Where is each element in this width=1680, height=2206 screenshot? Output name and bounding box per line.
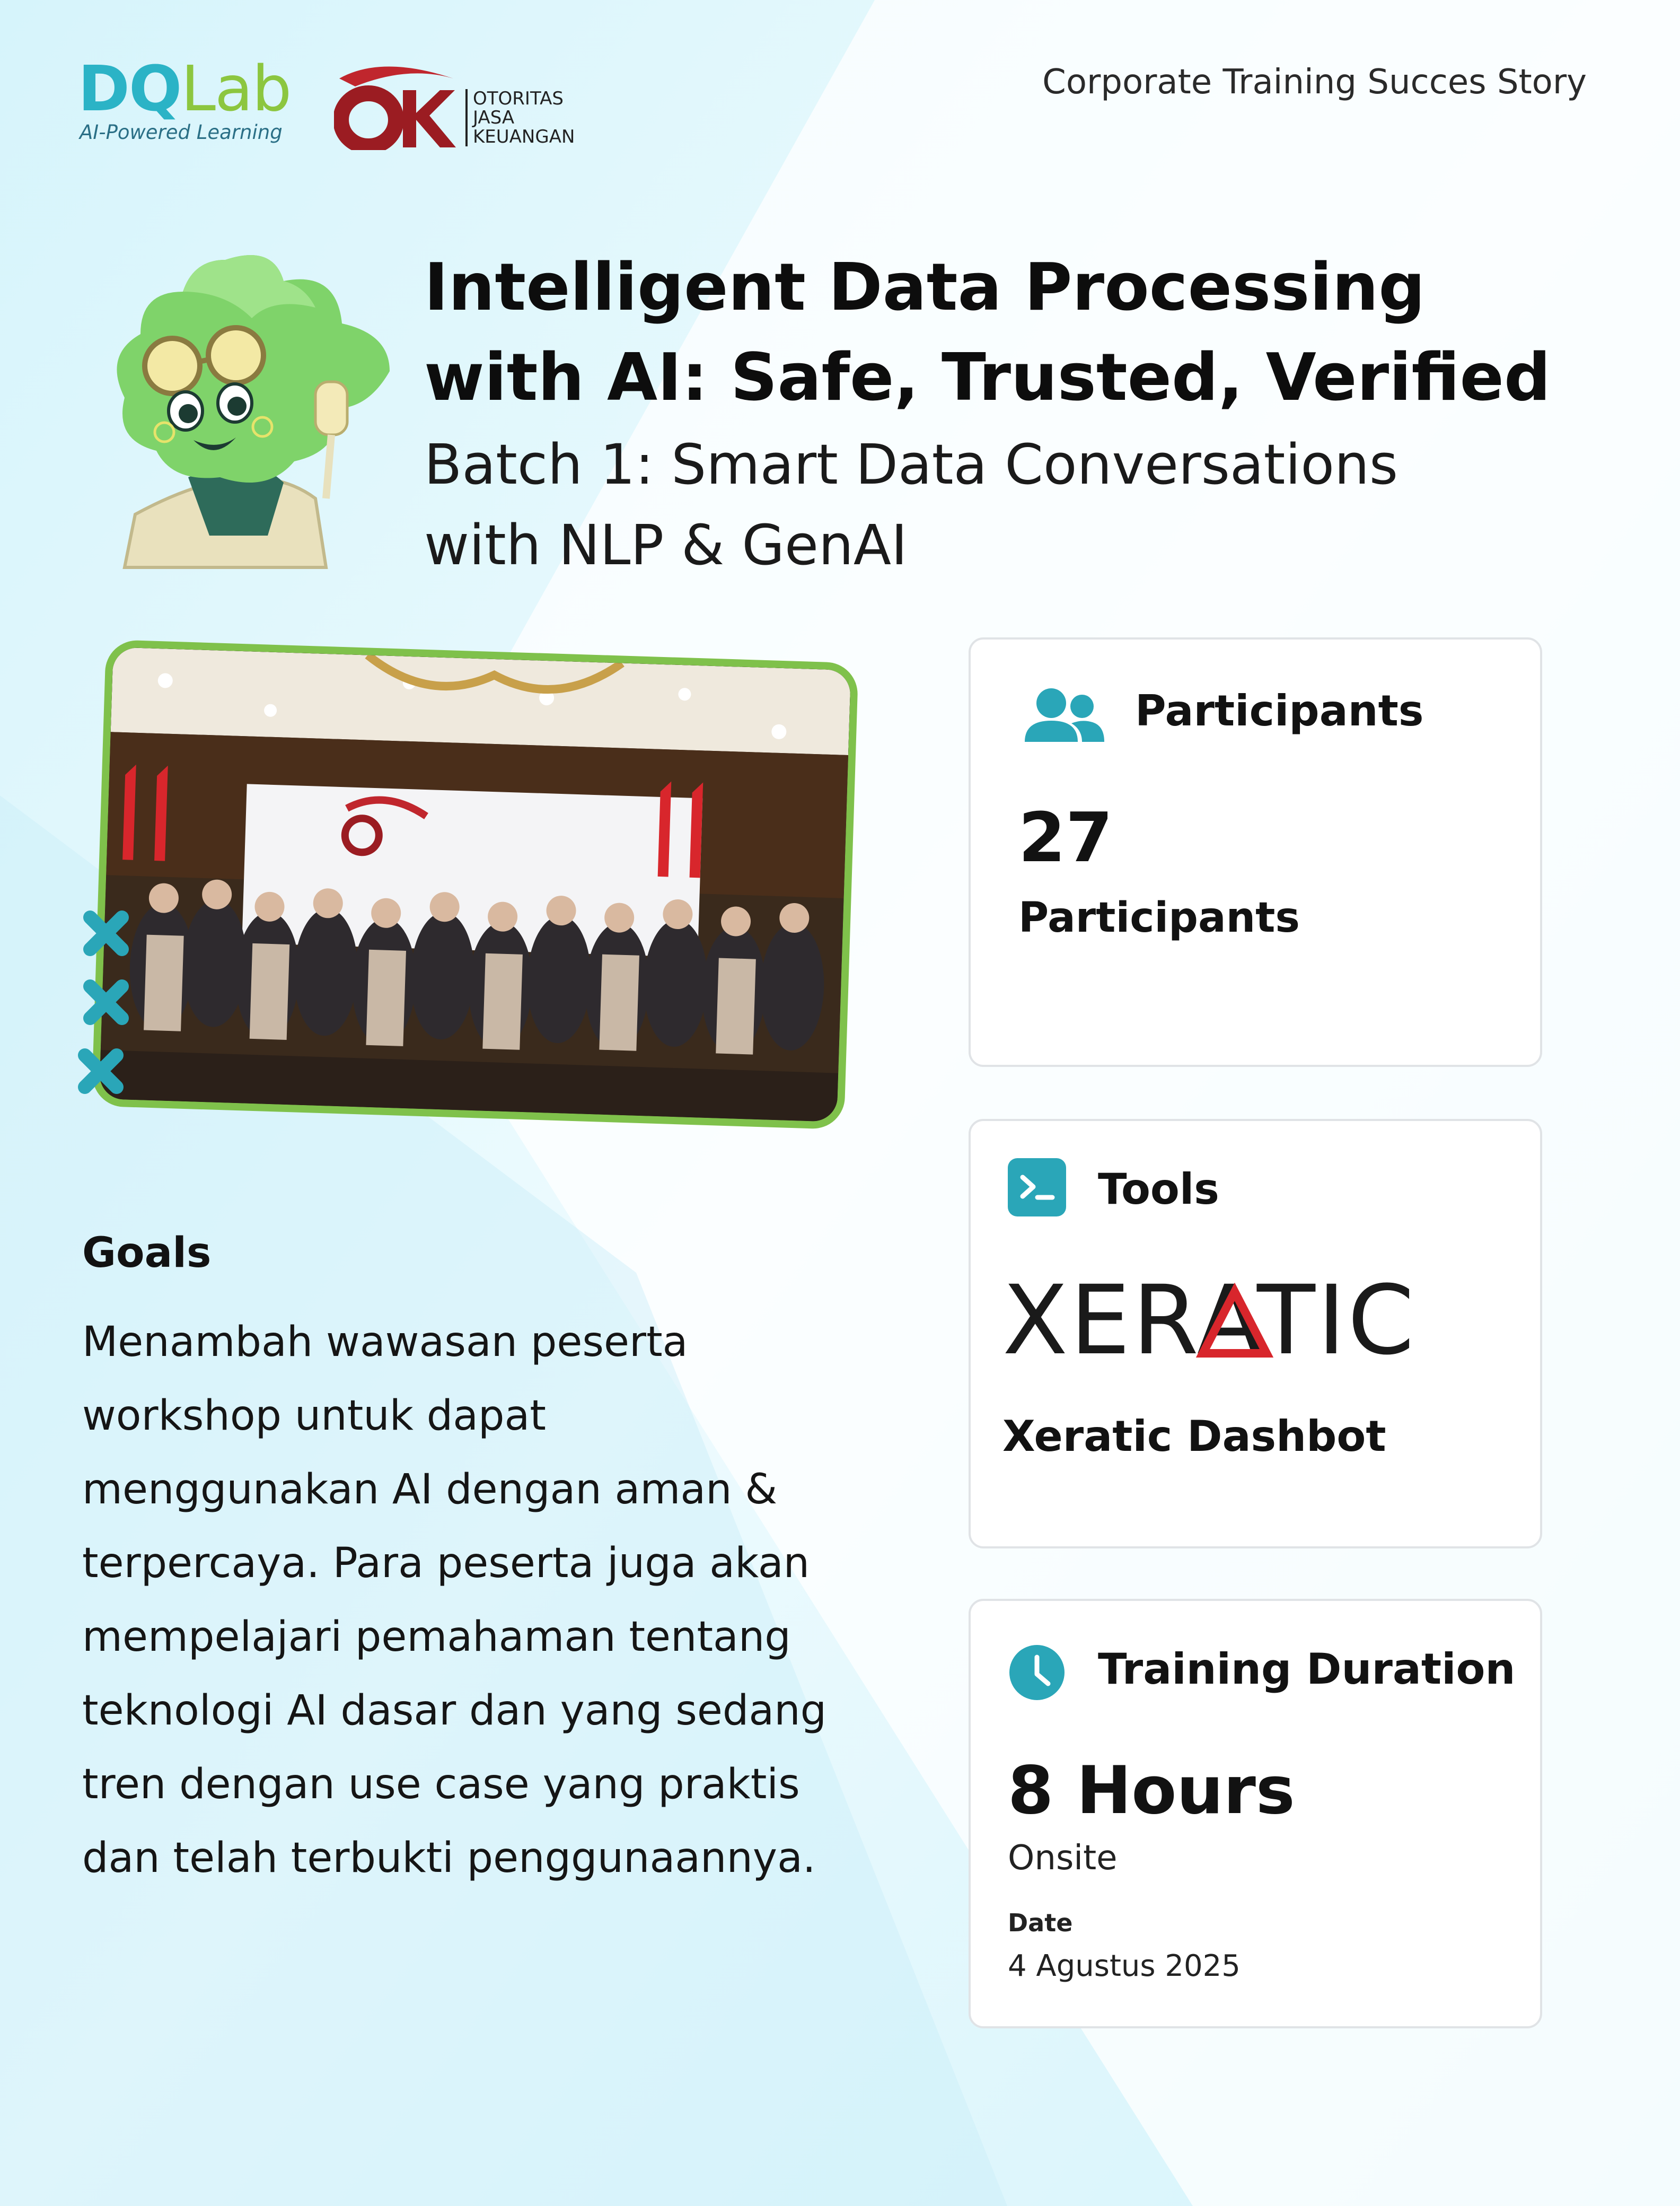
goals-heading: Goals: [82, 1229, 212, 1277]
ojk-wordmark: OTORITAS JASA KEUANGAN: [465, 89, 575, 146]
training-duration-title: Training Duration: [1098, 1644, 1516, 1694]
date-value: 4 Agustus 2025: [1008, 1949, 1241, 1983]
training-mode: Onsite: [1008, 1839, 1118, 1878]
tools-card: [969, 1119, 1542, 1548]
training-hours: 8 Hours: [1008, 1753, 1295, 1829]
svg-text:XERATIC: XERATIC: [1002, 1280, 1417, 1365]
clock-icon: [1008, 1643, 1066, 1702]
decorative-x-marks-icon: [74, 907, 133, 1103]
tool-name: Xeratic Dashbot: [1002, 1412, 1386, 1461]
participants-card: [969, 637, 1542, 1067]
training-duration-card: [969, 1599, 1542, 2028]
page-title: Intelligent Data Processing with AI: Safe, Trusted, Verified: [424, 250, 1551, 416]
xeratic-logo: [1002, 1280, 1427, 1365]
dqlab-tagline: AI-Powered Learning: [80, 121, 283, 144]
participants-count-label: Participants: [1018, 894, 1300, 942]
mascot-illustration: [93, 249, 411, 573]
goals-text: Menambah wawasan peserta workshop untuk dapat menggunakan AI dengan aman & terpercaya. Para peserta juga akan mempelajari pemahaman tentang teknologi AI dasar dan yang sedang tren dengan use case yang praktis dan telah terbukti penggunaannya.: [82, 1318, 827, 1882]
date-label: Date: [1008, 1909, 1073, 1937]
tools-title: Tools: [1098, 1165, 1219, 1214]
people-icon: [1025, 686, 1104, 745]
terminal-icon: [1008, 1158, 1066, 1216]
participants-count: 27: [1018, 799, 1113, 878]
participants-title: Participants: [1135, 686, 1424, 736]
page-subtitle: Batch 1: Smart Data Conversations with NLP & GenAI: [424, 432, 1398, 577]
ojk-logo-icon: [334, 57, 456, 150]
dqlab-logo: DQLab: [78, 52, 291, 125]
story-label: Corporate Training Succes Story: [1042, 63, 1587, 102]
group-photo: [92, 640, 859, 1130]
